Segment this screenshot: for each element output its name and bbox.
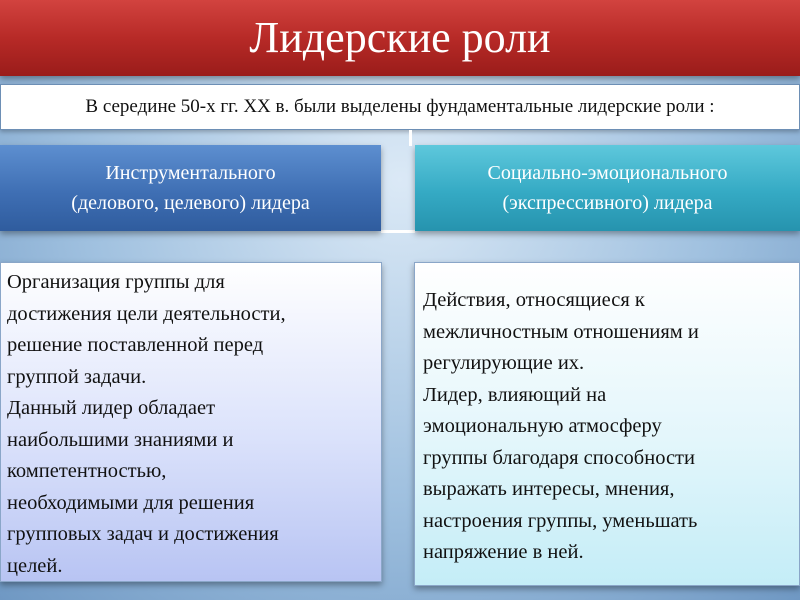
- intro-text: В середине 50-х гг. XX в. были выделены фундаментальные лидерские роли :: [0, 84, 800, 130]
- description-line: Действия, относящиеся к: [423, 289, 645, 311]
- description-line: целей.: [7, 554, 63, 577]
- description-line: Организация группы для: [7, 271, 225, 293]
- role-label-line: Социально-эмоционального: [487, 162, 728, 184]
- description-line: Лидер, влияющий на: [423, 383, 607, 406]
- role-label-line: (делового, целевого) лидера: [71, 192, 310, 214]
- role-label-line: Инструментального: [105, 162, 276, 184]
- role-label-line: (экспрессивного) лидера: [502, 192, 713, 214]
- description-line: наибольшими знаниями и: [7, 428, 234, 451]
- socio-emotional-leader-description: [414, 262, 800, 586]
- description-line: межличностным отношениям и: [423, 320, 699, 343]
- instrumental-leader-box: [0, 145, 381, 231]
- description-line: компетентностью,: [7, 460, 167, 482]
- description-line: эмоциональную атмосферу: [423, 415, 662, 437]
- description-line: Данный лидер обладает: [7, 397, 216, 419]
- instrumental-leader-description: [0, 262, 382, 582]
- description-line: настроения группы, уменьшать: [423, 509, 698, 532]
- description-line: напряжение в ней.: [423, 541, 584, 563]
- instrumental-leader-label: [71, 158, 309, 218]
- description-line: группы благодаря способности: [423, 446, 695, 469]
- connector-vertical: [409, 130, 412, 146]
- description-line: необходимыми для решения: [7, 491, 255, 514]
- socio-emotional-leader-box: [415, 145, 800, 231]
- socio-emotional-leader-label: [488, 158, 728, 218]
- connector-horizontal: [381, 230, 415, 233]
- slide-title: Лидерские роли: [0, 0, 800, 76]
- description-line: группой задачи.: [7, 365, 147, 388]
- description-line: решение поставленной перед: [7, 334, 264, 356]
- description-line: выражать интересы, мнения,: [423, 478, 675, 500]
- description-line: групповых задач и достижения: [7, 523, 279, 545]
- description-line: достижения цели деятельности,: [7, 302, 286, 325]
- description-line: регулирующие их.: [423, 352, 585, 374]
